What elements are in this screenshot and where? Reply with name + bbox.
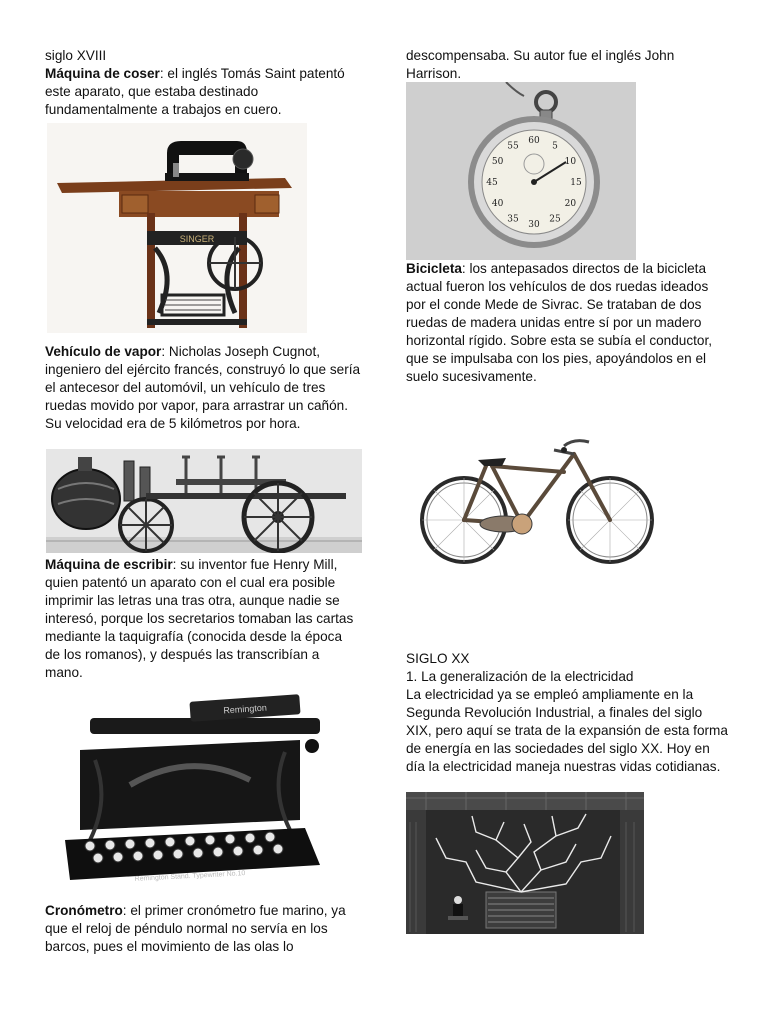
electricity-heading: 1. La generalización de la electricidad — [406, 669, 634, 684]
stopwatch-numeral: 5 — [552, 141, 558, 152]
stopwatch-numeral: 55 — [507, 141, 519, 152]
bicycle-image — [414, 420, 666, 576]
stopwatch-numeral: 10 — [564, 157, 577, 167]
electricity-paragraph: La electricidad ya se empleó ampliamente en la Segunda Revolución Industrial, a finales del siglo XIX, pero aquí se trata de la expansión de esta forma de energía en las sociedades del siglo XX. Hoy en día la electricidad maneja nuestras vidas cotidianas. — [406, 687, 728, 774]
chronometer-paragraph — [45, 902, 363, 956]
century-label-xviii: siglo XVIII — [45, 48, 107, 63]
typewriter-paragraph — [45, 556, 357, 682]
chronometer-term: Cronómetro — [45, 903, 123, 918]
sewing-machine-term: Máquina de coser — [45, 66, 160, 81]
bicycle-illustration — [414, 420, 666, 576]
stopwatch-numeral: 40 — [491, 199, 504, 209]
sewing-machine-image — [47, 123, 307, 333]
electricity-illustration — [406, 792, 644, 934]
chronometer-text: : el primer cronómetro fue marino, ya que el reloj de péndulo normal no servía en los barcos, pues el movimiento de las olas lo — [45, 903, 346, 954]
singer-brand-label: SINGER — [179, 234, 215, 244]
typewriter-model-plate: Remington Stand. Typewriter No.10 — [134, 870, 246, 883]
steam-vehicle-paragraph — [45, 343, 363, 433]
stopwatch-numeral: 60 — [528, 136, 540, 146]
chronometer-continuation: descompensaba. Su autor fue el inglés John Harrison. — [406, 48, 675, 81]
sewing-machine-paragraph — [45, 65, 350, 119]
steam-vehicle-illustration — [46, 449, 362, 553]
stopwatch-numeral: 50 — [491, 157, 504, 167]
steam-vehicle-text: : Nicholas Joseph Cugnot, ingeniero del ejército francés, construyó lo que sería el antecesor del automóvil, un vehículo de tres ruedas movido por vapor, para arrastrar un cañón. Su velocidad era de 5 kilómetros por hora. — [45, 344, 361, 431]
stopwatch-numeral: 30 — [528, 220, 540, 230]
stopwatch-image — [406, 82, 636, 260]
stopwatch-numeral: 25 — [549, 214, 561, 225]
typewriter-term: Máquina de escribir — [45, 557, 173, 572]
steam-vehicle-image — [46, 449, 362, 553]
stopwatch-numeral: 15 — [570, 178, 582, 188]
bicycle-paragraph — [406, 260, 726, 386]
century-label-xx: SIGLO XX — [406, 651, 470, 666]
stopwatch-illustration — [406, 82, 636, 260]
sewing-machine-illustration — [47, 123, 307, 333]
electricity-image — [406, 792, 644, 934]
typewriter-text: : su inventor fue Henry Mill, quien patentó un aparato con el cual era posible imprimir las letras una tras otra, aunque nadie se interesó, porque los secretarios tomaban las cartas mediante la taquigrafía (conocida desde la época de los romanos), y después las transcribían a mano. — [45, 557, 354, 680]
stopwatch-numeral: 35 — [507, 214, 519, 225]
stopwatch-numeral: 20 — [564, 199, 577, 209]
typewriter-brand-plate: Remington — [223, 702, 268, 716]
bicycle-text: : los antepasados directos de la bicicleta actual fueron los vehículos de dos ruedas ideados por el conde Mede de Sivrac. Se trataban de dos ruedas de madera unidas entre sí por un madero horizontal rígido. Sobre esta se subía el conductor, que se impulsaba con los pies, apoyándolos en el suelo sucesivamente. — [406, 261, 713, 384]
typewriter-illustration — [50, 690, 328, 890]
typewriter-image — [50, 690, 328, 890]
steam-vehicle-term: Vehículo de vapor — [45, 344, 162, 359]
sewing-machine-text: : el inglés Tomás Saint patentó este aparato, que estaba destinado fundamentalmente a trabajos en cuero. — [45, 66, 345, 117]
bicycle-term: Bicicleta — [406, 261, 462, 276]
stopwatch-numeral: 45 — [486, 178, 498, 188]
